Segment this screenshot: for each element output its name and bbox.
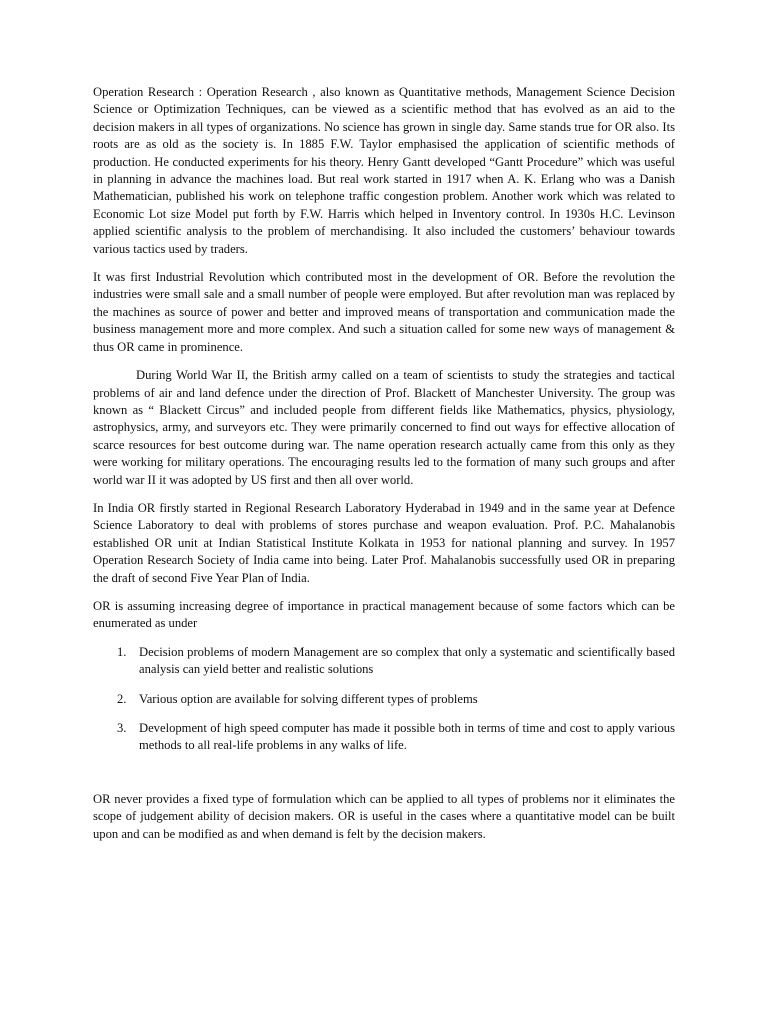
list-item — [93, 720, 675, 755]
paragraph-importance: OR is assuming increasing degree of importance in practical management because of some factors which can be enumerated as under — [93, 598, 675, 631]
list-item — [93, 691, 675, 708]
spacer — [93, 767, 675, 791]
list-item — [93, 644, 675, 679]
list-item-text: Decision problems of modern Management are so complex that only a systematic and scientifically based analysis can yield better and realistic solutions — [139, 644, 675, 677]
list-item-text: Various option are available for solving different types of problems — [139, 691, 478, 706]
paragraph-world-war: During World War II, the British army called on a team of scientists to study the strategies and tactical problems of air and land defence under the direction of Prof. Blackett of Manchester University. The group was known as “ Blackett Circus” and included people from different fields like Mathematics, physics, physiology, astrophysics, army, and surveyors etc. They were primarily concerned to find out ways for effective allocation of scarce resources for best outcome during war. The name operation research actually came from this only as they were working for military operations. The encouraging results led to the formation of many such groups and after world war II it was adopted by US first and then all over world. — [93, 368, 675, 487]
paragraph-closing: OR never provides a fixed type of formulation which can be applied to all types of problems nor it eliminates the scope of judgement ability of decision makers. OR is useful in the cases where a quantitative model can be built upon and can be modified as and when demand is felt by the decision makers. — [93, 791, 675, 841]
list-item-number: 2. — [117, 691, 127, 706]
list-item-number: 3. — [117, 721, 127, 735]
paragraph-history: Operation Research : Operation Research , also known as Quantitative methods, Management Science Decision Science or Optimization Techniques, can be viewed as a scientific method that has evolved as an aid to the decision makers in all types of organizations. No science has grown in single day. Same stands true for OR also. Its roots are as old as the society is. In 1885 F.W. Taylor emphasised the application of scientific methods of production. He conducted experiments for his theory. Henry Gantt developed “Gantt Procedure” which was useful in planning in advance the machines load. But real work started in 1917 when A. K. Erlang who was a Danish Mathematician, published his work on telephone traffic congestion problem. Another work which was related to Economic Lot size Model put forth by F.W. Harris which helped in Inventory control. In 1930s H.C. Levinson applied scientific analysis to the problem of merchandising. It also included the customers’ behaviour towards various tactics used by traders. — [93, 85, 675, 256]
paragraph-industrial-revolution: It was first Industrial Revolution which contributed most in the development of OR. Before the revolution the industries were small sale and a small number of people were employed. But after revolution man was replaced by the machines as source of power and better and improved means of transportation and communication made the business management more and more complex. And such a situation called for some new ways of management & thus OR came in prominence. — [93, 270, 675, 354]
list-item-number: 1. — [117, 644, 127, 659]
document-page — [93, 84, 675, 854]
factors-list — [93, 644, 675, 755]
list-item-text: Development of high speed computer has made it possible both in terms of time and cost to apply various methods to all real-life problems in any walks of life. — [139, 721, 675, 753]
paragraph-india: In India OR firstly started in Regional Research Laboratory Hyderabad in 1949 and in the same year at Defence Science Laboratory to deal with problems of stores purchase and weapon evaluation. Prof. P.C. Mahalanobis established OR unit at Indian Statistical Institute Kolkata in 1953 for national planning and survey. In 1957 Operation Research Society of India came into being. Later Prof. Mahalanobis successfully used OR in preparing the draft of second Five Year Plan of India. — [93, 500, 675, 585]
